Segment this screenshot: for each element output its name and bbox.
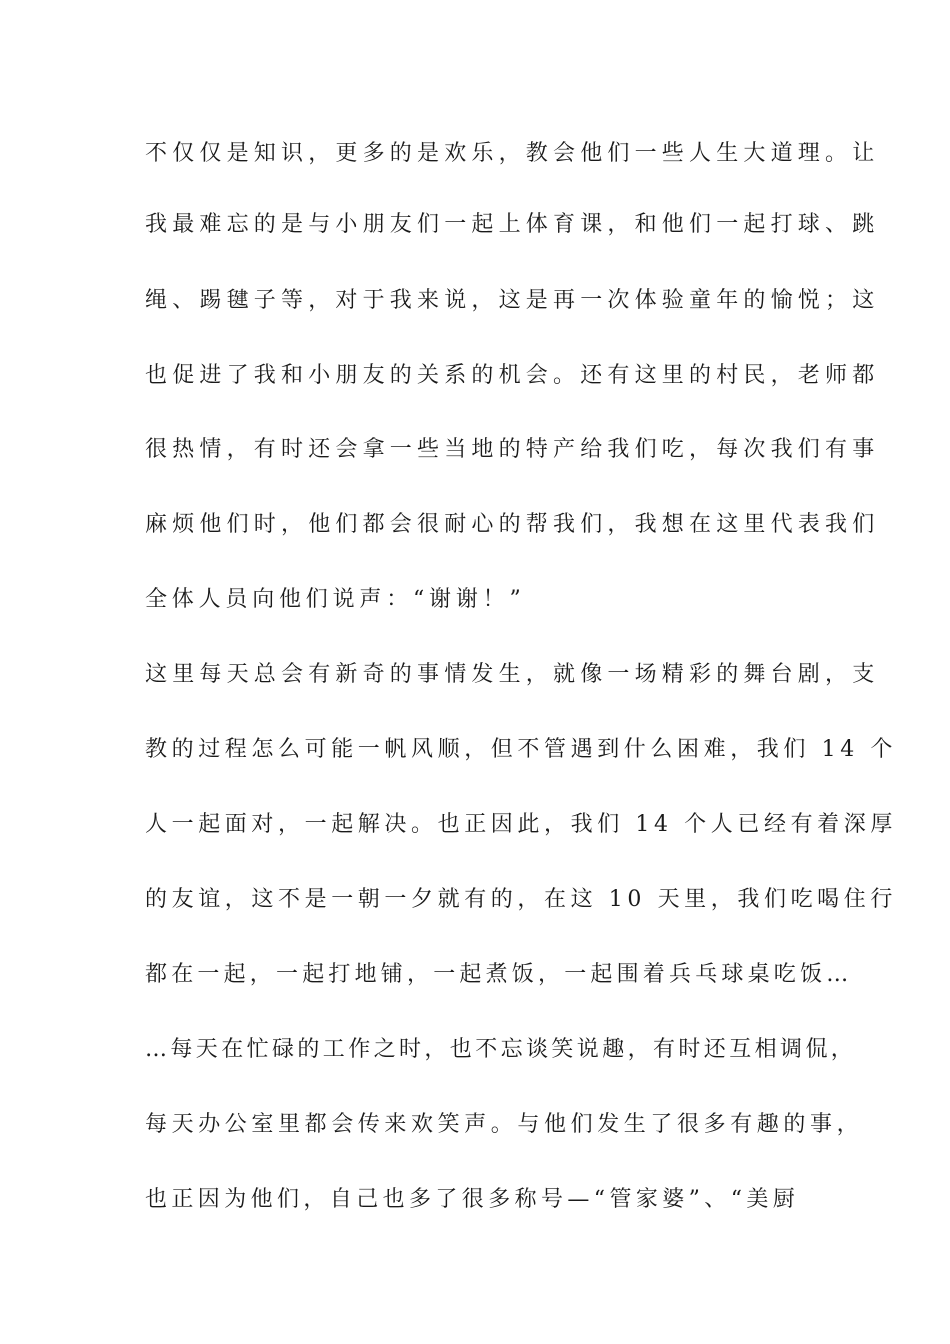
text-line: 也促进了我和小朋友的关系的机会。还有这里的村民，老师都 <box>145 363 880 388</box>
text-line: 麻烦他们时，他们都会很耐心的帮我们，我想在这里代表我们 <box>145 512 880 537</box>
text-line: 这里每天总会有新奇的事情发生，就像一场精彩的舞台剧，支 <box>145 662 880 687</box>
text-line: 教的过程怎么可能一帆风顺，但不管遇到什么困难，我们 14 个 <box>145 737 897 762</box>
text-line: 我最难忘的是与小朋友们一起上体育课，和他们一起打球、跳 <box>145 212 880 237</box>
text-line: …每天在忙碌的工作之时，也不忘谈笑说趣，有时还互相调侃， <box>145 1037 857 1062</box>
text-line: 的友谊，这不是一朝一夕就有的，在这 10 天里，我们吃喝住行 <box>145 887 897 912</box>
text-line: 都在一起，一起打地铺，一起煮饭，一起围着兵乓球桌吃饭… <box>145 962 853 987</box>
text-line: 全体人员向他们说声：“谢谢！” <box>145 587 526 612</box>
text-line: 每天办公室里都会传来欢笑声。与他们发生了很多有趣的事， <box>145 1112 864 1137</box>
text-line: 也正因为他们，自己也多了很多称号—“管家婆”、“美厨 <box>145 1187 800 1212</box>
text-line: 人一起面对，一起解决。也正因此，我们 14 个人已经有着深厚 <box>145 812 897 837</box>
text-line: 很热情，有时还会拿一些当地的特产给我们吃，每次我们有事 <box>145 437 880 462</box>
text-line: 绳、踢毽子等，对于我来说，这是再一次体验童年的愉悦；这 <box>145 288 880 313</box>
text-line: 不仅仅是知识，更多的是欢乐，教会他们一些人生大道理。让 <box>145 141 880 166</box>
